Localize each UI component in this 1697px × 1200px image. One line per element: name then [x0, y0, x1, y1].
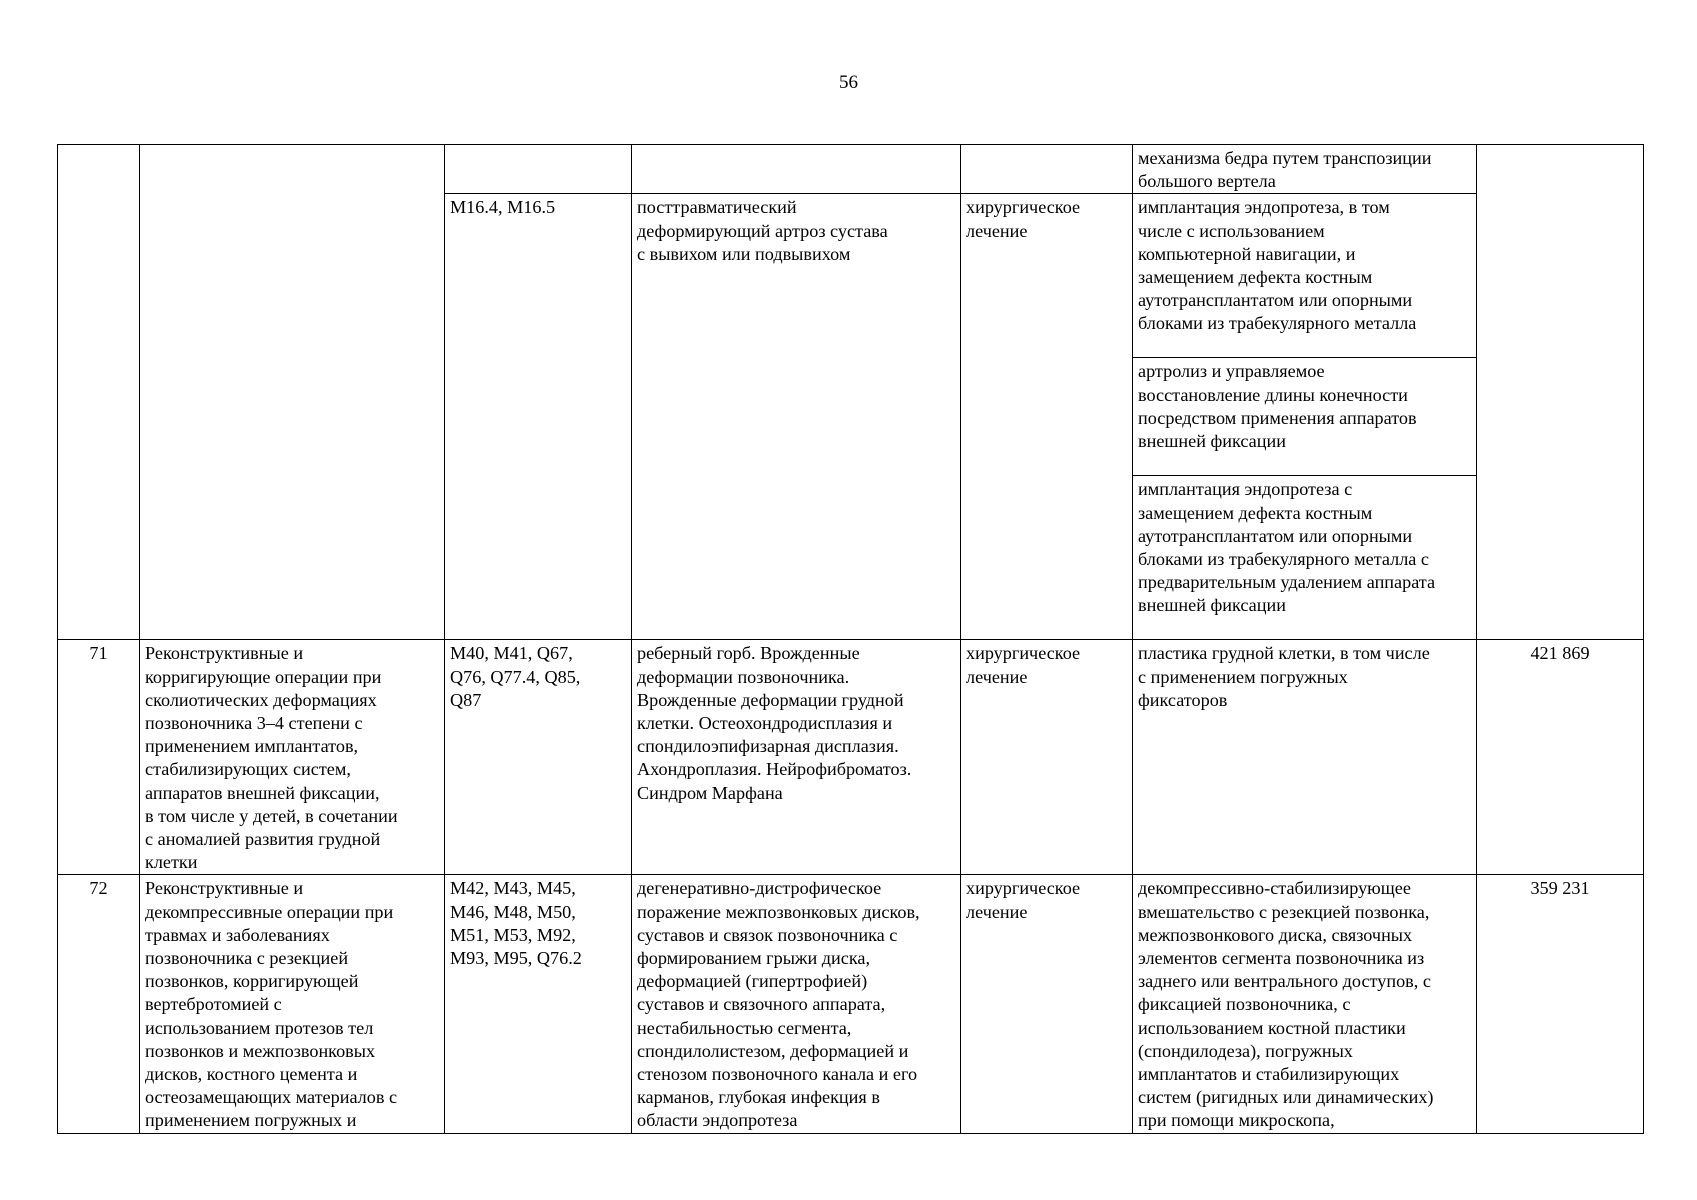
name-cell-empty — [140, 145, 445, 640]
treatment-cell: хирургическое лечение — [961, 875, 1133, 1133]
model-cell-empty — [632, 145, 961, 194]
table-row — [58, 875, 1644, 1133]
method-cell: механизма бедра путем транспозиции большого вертела — [1133, 145, 1477, 194]
treatment-cell: хирургическое лечение — [961, 640, 1133, 875]
model-cell: посттравматический деформирующий артроз сустава с вывихом или подвывихом — [632, 194, 961, 640]
num-cell-empty — [58, 145, 140, 640]
codes-cell: M40, M41, Q67, Q76, Q77.4, Q85, Q87 — [445, 640, 632, 875]
treatment-cell-empty — [961, 145, 1133, 194]
cost-cell-empty — [1477, 145, 1644, 640]
table-row — [58, 640, 1644, 875]
cost-cell: 359 231 — [1477, 875, 1644, 1133]
codes-cell: M42, M43, M45, M46, M48, M50, M51, M53, M92, M93, M95, Q76.2 — [445, 875, 632, 1133]
model-cell: дегенеративно-дистрофическое поражение межпозвонковых дисков, суставов и связок позвоночника с формированием грыжи диска, деформацией (гипертрофией) суставов и связочного аппарата, нестабильностью сегмента, спондилолистезом, деформацией и стенозом позвоночного канала и его карманов, глубокая инфекция в области эндопротеза — [632, 875, 961, 1133]
method-cell: артролиз и управляемое восстановление длины конечности посредством применения аппаратов внешней фиксации — [1133, 358, 1477, 476]
method-cell: имплантация эндопротеза, в том числе с использованием компьютерной навигации, и замещением дефекта костным аутотрансплантатом или опорными блоками из трабекулярного металла — [1133, 194, 1477, 358]
name-cell: Реконструктивные и декомпрессивные операции при травмах и заболеваниях позвоночника с резекцией позвонков, корригирующей вертебротомией с использованием протезов тел позвонков и межпозвонковых дисков, костного цемента и остеозамещающих материалов с применением погружных и — [140, 875, 445, 1133]
model-cell: реберный горб. Врожденные деформации позвоночника. Врожденные деформации грудной клетки. Остеохондродисплазия и спондилоэпифизарная дисплазия. Ахондроплазия. Нейрофиброматоз. Синдром Марфана — [632, 640, 961, 875]
codes-cell: M16.4, M16.5 — [445, 194, 632, 640]
method-cell: пластика грудной клетки, в том числе с применением погружных фиксаторов — [1133, 640, 1477, 875]
codes-cell-empty — [445, 145, 632, 194]
name-cell: Реконструктивные и корригирующие операции при сколиотических деформациях позвоночника 3–4 степени с применением имплантатов, стабилизирующих систем, аппаратов внешней фиксации, в том числе у детей, в сочетании с аномалией развития грудной клетки — [140, 640, 445, 875]
row-number: 71 — [58, 640, 140, 875]
medical-care-table — [57, 144, 1644, 1134]
row-number: 72 — [58, 875, 140, 1133]
method-cell: имплантация эндопротеза с замещением дефекта костным аутотрансплантатом или опорными блоками из трабекулярного металла с предварительным удалением аппарата внешней фиксации — [1133, 476, 1477, 640]
page-number: 56 — [839, 72, 858, 93]
treatment-cell: хирургическое лечение — [961, 194, 1133, 640]
cost-cell: 421 869 — [1477, 640, 1644, 875]
continuation-row — [58, 145, 1644, 194]
method-cell: декомпрессивно-стабилизирующее вмешательство с резекцией позвонка, межпозвонкового диска, связочных элементов сегмента позвоночника из заднего или вентрального доступов, с фиксацией позвоночника, с использованием костной пластики (спондилодеза), погружных имплантатов и стабилизирующих систем (ригидных или динамических) при помощи микроскопа, — [1133, 875, 1477, 1133]
